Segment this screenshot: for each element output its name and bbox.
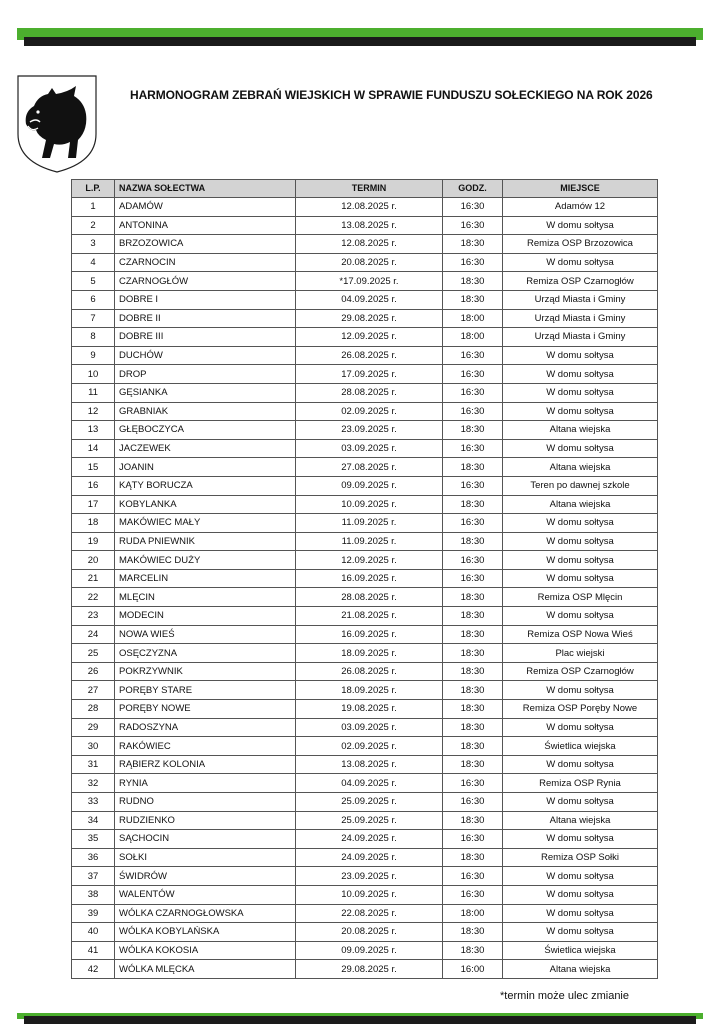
table-row [72,402,658,421]
cell-lp: 17 [72,495,115,514]
cell-name: GŁĘBOCZYCA [115,421,296,440]
cell-place: W domu sołtysa [503,365,658,384]
cell-name: DOBRE II [115,309,296,328]
cell-date: 28.08.2025 r. [296,383,443,402]
table-row [72,718,658,737]
cell-name: ANTONINA [115,216,296,235]
table-row [72,755,658,774]
cell-name: SOŁKI [115,848,296,867]
cell-place: W domu sołtysa [503,532,658,551]
cell-time: 18:30 [443,458,503,477]
page-title: HARMONOGRAM ZEBRAŃ WIEJSKICH W SPRAWIE FUNDUSZU SOŁECKIEGO NA ROK 2026 [130,88,653,102]
cell-time: 16:30 [443,476,503,495]
cell-name: JACZEWEK [115,439,296,458]
cell-place: W domu sołtysa [503,923,658,942]
column-header-name: NAZWA SOŁECTWA [115,180,296,198]
column-header-date: TERMIN [296,180,443,198]
cell-date: 23.09.2025 r. [296,421,443,440]
cell-place: Plac wiejski [503,644,658,663]
cell-name: SĄCHOCIN [115,830,296,849]
table-row [72,867,658,886]
cell-name: JOANIN [115,458,296,477]
table-row [72,309,658,328]
cell-time: 16:30 [443,774,503,793]
cell-date: 21.08.2025 r. [296,607,443,626]
cell-place: W domu sołtysa [503,439,658,458]
cell-time: 18:30 [443,421,503,440]
cell-date: 18.09.2025 r. [296,681,443,700]
top-black-bar [24,37,696,46]
cell-place: Remiza OSP Brzozowica [503,235,658,254]
table-row [72,216,658,235]
cell-place: Altana wiejska [503,421,658,440]
cell-time: 16:00 [443,960,503,979]
cell-place: Altana wiejska [503,458,658,477]
cell-time: 18:30 [443,718,503,737]
cell-time: 18:30 [443,662,503,681]
cell-time: 16:30 [443,885,503,904]
cell-name: DOBRE III [115,328,296,347]
cell-time: 18:30 [443,532,503,551]
cell-date: 29.08.2025 r. [296,309,443,328]
cell-date: 20.08.2025 r. [296,253,443,272]
table-row [72,811,658,830]
cell-date: 23.09.2025 r. [296,867,443,886]
cell-lp: 14 [72,439,115,458]
table-row [72,885,658,904]
table-row [72,793,658,812]
table-row [72,681,658,700]
cell-place: Altana wiejska [503,811,658,830]
cell-time: 16:30 [443,514,503,533]
cell-place: W domu sołtysa [503,681,658,700]
table-row [72,346,658,365]
cell-lp: 10 [72,365,115,384]
cell-date: 12.08.2025 r. [296,198,443,217]
table-row [72,290,658,309]
table-row [72,774,658,793]
table-row [72,495,658,514]
cell-lp: 13 [72,421,115,440]
table-row [72,644,658,663]
cell-time: 16:30 [443,216,503,235]
cell-lp: 40 [72,923,115,942]
table-row [72,365,658,384]
cell-date: 19.08.2025 r. [296,700,443,719]
cell-time: 18:30 [443,588,503,607]
cell-time: 18:30 [443,235,503,254]
cell-place: W domu sołtysa [503,830,658,849]
cell-lp: 27 [72,681,115,700]
cell-date: 11.09.2025 r. [296,514,443,533]
cell-time: 18:00 [443,904,503,923]
cell-time: 18:30 [443,290,503,309]
table-row [72,532,658,551]
cell-place: W domu sołtysa [503,216,658,235]
cell-name: WALENTÓW [115,885,296,904]
cell-lp: 21 [72,569,115,588]
cell-lp: 22 [72,588,115,607]
bottom-black-bar [24,1016,696,1024]
cell-time: 16:30 [443,383,503,402]
cell-lp: 5 [72,272,115,291]
column-header-time: GODZ. [443,180,503,198]
cell-name: RADOSZYNA [115,718,296,737]
cell-date: 09.09.2025 r. [296,941,443,960]
cell-lp: 36 [72,848,115,867]
cell-name: CZARNOGŁÓW [115,272,296,291]
cell-name: MLĘCIN [115,588,296,607]
cell-place: W domu sołtysa [503,904,658,923]
cell-date: 09.09.2025 r. [296,476,443,495]
table-row [72,272,658,291]
table-row [72,625,658,644]
cell-lp: 9 [72,346,115,365]
cell-place: Świetlica wiejska [503,737,658,756]
cell-date: 04.09.2025 r. [296,774,443,793]
cell-name: CZARNOCIN [115,253,296,272]
cell-place: W domu sołtysa [503,569,658,588]
cell-time: 18:00 [443,309,503,328]
cell-lp: 23 [72,607,115,626]
cell-name: RUDNO [115,793,296,812]
cell-lp: 3 [72,235,115,254]
cell-name: WÓLKA CZARNOGŁOWSKA [115,904,296,923]
cell-time: 16:30 [443,551,503,570]
table-row [72,198,658,217]
cell-date: *17.09.2025 r. [296,272,443,291]
cell-lp: 42 [72,960,115,979]
table-row [72,960,658,979]
cell-date: 13.08.2025 r. [296,755,443,774]
cell-time: 18:00 [443,328,503,347]
cell-name: MODECIN [115,607,296,626]
cell-date: 16.09.2025 r. [296,625,443,644]
cell-lp: 33 [72,793,115,812]
cell-place: Remiza OSP Mlęcin [503,588,658,607]
boar-crest-icon [16,74,98,174]
table-row [72,551,658,570]
cell-lp: 6 [72,290,115,309]
cell-name: DOBRE I [115,290,296,309]
table-row [72,514,658,533]
cell-lp: 19 [72,532,115,551]
table-row [72,235,658,254]
cell-lp: 32 [72,774,115,793]
cell-date: 29.08.2025 r. [296,960,443,979]
cell-time: 16:30 [443,439,503,458]
table-row [72,328,658,347]
cell-lp: 7 [72,309,115,328]
cell-place: W domu sołtysa [503,885,658,904]
cell-name: PORĘBY STARE [115,681,296,700]
cell-date: 11.09.2025 r. [296,532,443,551]
cell-name: WÓLKA KOBYLAŃSKA [115,923,296,942]
cell-lp: 15 [72,458,115,477]
cell-name: KĄTY BORUCZA [115,476,296,495]
cell-place: W domu sołtysa [503,755,658,774]
cell-place: W domu sołtysa [503,867,658,886]
cell-date: 02.09.2025 r. [296,402,443,421]
column-header-lp: L.P. [72,180,115,198]
cell-date: 12.09.2025 r. [296,328,443,347]
table-row [72,588,658,607]
cell-place: W domu sołtysa [503,793,658,812]
cell-name: MARCELIN [115,569,296,588]
cell-name: KOBYLANKA [115,495,296,514]
cell-lp: 24 [72,625,115,644]
cell-place: W domu sołtysa [503,514,658,533]
cell-date: 16.09.2025 r. [296,569,443,588]
cell-place: Teren po dawnej szkole [503,476,658,495]
cell-place: Remiza OSP Czarnogłów [503,662,658,681]
cell-lp: 38 [72,885,115,904]
cell-date: 20.08.2025 r. [296,923,443,942]
cell-date: 03.09.2025 r. [296,439,443,458]
table-row [72,662,658,681]
table-row [72,421,658,440]
table-row [72,476,658,495]
cell-place: Remiza OSP Sołki [503,848,658,867]
cell-time: 16:30 [443,830,503,849]
cell-lp: 28 [72,700,115,719]
table-row [72,904,658,923]
cell-date: 28.08.2025 r. [296,588,443,607]
table-row [72,569,658,588]
table-row [72,848,658,867]
cell-place: W domu sołtysa [503,402,658,421]
cell-name: OSĘCZYZNA [115,644,296,663]
cell-time: 18:30 [443,737,503,756]
table-row [72,383,658,402]
cell-place: W domu sołtysa [503,607,658,626]
cell-place: Urząd Miasta i Gminy [503,290,658,309]
cell-time: 18:30 [443,941,503,960]
cell-time: 16:30 [443,346,503,365]
cell-date: 18.09.2025 r. [296,644,443,663]
cell-place: W domu sołtysa [503,383,658,402]
cell-lp: 11 [72,383,115,402]
table-row [72,253,658,272]
cell-name: DROP [115,365,296,384]
cell-time: 18:30 [443,811,503,830]
cell-time: 16:30 [443,867,503,886]
cell-place: Remiza OSP Nowa Wieś [503,625,658,644]
cell-date: 17.09.2025 r. [296,365,443,384]
cell-time: 18:30 [443,755,503,774]
cell-name: ŚWIDRÓW [115,867,296,886]
cell-name: WÓLKA MLĘCKA [115,960,296,979]
cell-place: Urząd Miasta i Gminy [503,309,658,328]
cell-time: 18:30 [443,923,503,942]
cell-lp: 20 [72,551,115,570]
cell-time: 18:30 [443,848,503,867]
table-row [72,458,658,477]
cell-time: 16:30 [443,793,503,812]
cell-lp: 31 [72,755,115,774]
cell-lp: 25 [72,644,115,663]
cell-date: 24.09.2025 r. [296,848,443,867]
cell-name: RĄBIERZ KOLONIA [115,755,296,774]
cell-name: MAKÓWIEC MAŁY [115,514,296,533]
cell-time: 18:30 [443,681,503,700]
cell-place: W domu sołtysa [503,253,658,272]
cell-time: 18:30 [443,644,503,663]
cell-date: 26.08.2025 r. [296,346,443,365]
cell-date: 27.08.2025 r. [296,458,443,477]
cell-place: Altana wiejska [503,960,658,979]
cell-date: 10.09.2025 r. [296,495,443,514]
cell-time: 16:30 [443,198,503,217]
cell-date: 25.09.2025 r. [296,793,443,812]
cell-time: 18:30 [443,607,503,626]
cell-date: 03.09.2025 r. [296,718,443,737]
cell-time: 18:30 [443,700,503,719]
cell-name: MAKÓWIEC DUŻY [115,551,296,570]
cell-time: 16:30 [443,402,503,421]
cell-time: 16:30 [443,253,503,272]
cell-lp: 41 [72,941,115,960]
cell-time: 16:30 [443,569,503,588]
cell-time: 18:30 [443,272,503,291]
cell-date: 13.08.2025 r. [296,216,443,235]
cell-lp: 29 [72,718,115,737]
cell-date: 04.09.2025 r. [296,290,443,309]
cell-name: GĘSIANKA [115,383,296,402]
cell-date: 12.09.2025 r. [296,551,443,570]
cell-place: Świetlica wiejska [503,941,658,960]
cell-lp: 4 [72,253,115,272]
table-row [72,737,658,756]
cell-lp: 18 [72,514,115,533]
cell-place: Altana wiejska [503,495,658,514]
schedule-table [71,179,658,979]
cell-place: Adamów 12 [503,198,658,217]
cell-name: GRABNIAK [115,402,296,421]
cell-lp: 26 [72,662,115,681]
cell-date: 10.09.2025 r. [296,885,443,904]
table-row [72,941,658,960]
cell-place: W domu sołtysa [503,346,658,365]
table-header-row [72,180,658,198]
cell-place: W domu sołtysa [503,551,658,570]
cell-time: 16:30 [443,365,503,384]
cell-place: Urząd Miasta i Gminy [503,328,658,347]
cell-name: RAKÓWIEC [115,737,296,756]
cell-date: 24.09.2025 r. [296,830,443,849]
table-row [72,830,658,849]
cell-time: 18:30 [443,495,503,514]
cell-name: ADAMÓW [115,198,296,217]
cell-name: PORĘBY NOWE [115,700,296,719]
cell-name: RUDZIENKO [115,811,296,830]
cell-lp: 30 [72,737,115,756]
column-header-place: MIEJSCE [503,180,658,198]
cell-time: 18:30 [443,625,503,644]
cell-lp: 37 [72,867,115,886]
cell-lp: 39 [72,904,115,923]
cell-name: RYNIA [115,774,296,793]
cell-place: W domu sołtysa [503,718,658,737]
cell-place: Remiza OSP Czarnogłów [503,272,658,291]
cell-date: 12.08.2025 r. [296,235,443,254]
cell-lp: 2 [72,216,115,235]
cell-date: 25.09.2025 r. [296,811,443,830]
cell-lp: 8 [72,328,115,347]
cell-name: RUDA PNIEWNIK [115,532,296,551]
cell-lp: 1 [72,198,115,217]
cell-place: Remiza OSP Poręby Nowe [503,700,658,719]
cell-name: DUCHÓW [115,346,296,365]
cell-date: 22.08.2025 r. [296,904,443,923]
cell-lp: 34 [72,811,115,830]
cell-name: NOWA WIEŚ [115,625,296,644]
cell-date: 26.08.2025 r. [296,662,443,681]
cell-name: BRZOZOWICA [115,235,296,254]
cell-place: Remiza OSP Rynia [503,774,658,793]
cell-lp: 16 [72,476,115,495]
cell-date: 02.09.2025 r. [296,737,443,756]
cell-lp: 35 [72,830,115,849]
table-row [72,439,658,458]
table-row [72,923,658,942]
table-row [72,700,658,719]
cell-name: POKRZYWNIK [115,662,296,681]
footnote: *termin może ulec zmianie [500,990,629,1002]
cell-name: WÓLKA KOKOSIA [115,941,296,960]
cell-lp: 12 [72,402,115,421]
table-row [72,607,658,626]
